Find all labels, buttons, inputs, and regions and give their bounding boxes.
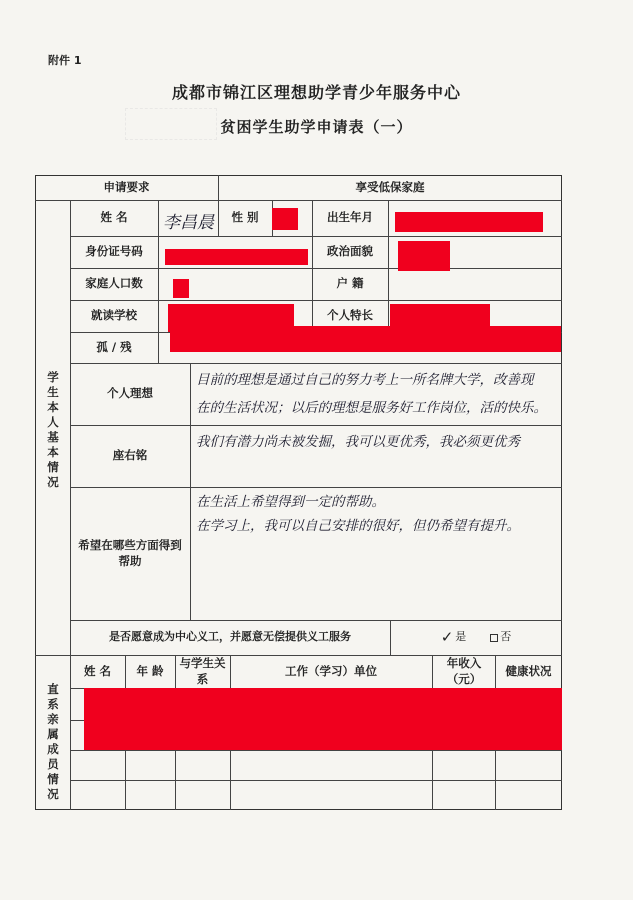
redaction-birth [395,212,543,232]
form-title: 成都市锦江区理想助学青少年服务中心 [171,83,461,102]
row-divider [70,780,562,781]
motto-label: 座右铭 [112,448,148,463]
faint-stamp-mark [125,108,217,140]
form-subtitle: 贫困学生助学申请表（一） [220,118,413,136]
ideal-text-line1: 目前的理想是通过自己的努力考上一所名牌大学，改善现 [196,372,534,388]
rel-header-health: 健康状况 [505,663,552,678]
redaction-politics [398,241,450,271]
rel-header-work: 工作（学习）单位 [285,663,377,678]
column-divider [388,200,389,332]
redaction-relatives [84,688,562,750]
column-divider [190,363,191,620]
help-label: 希望在哪些方面得到帮助 [78,537,182,568]
ideal-label: 个人理想 [107,386,153,401]
birth-label: 出生年月 [327,210,373,225]
talent-label: 个人特长 [327,308,373,323]
family-size-label: 家庭人口数 [85,276,143,291]
requirement-value: 享受低保家庭 [355,179,425,194]
column-divider [158,200,159,363]
attachment-label: 附件 1 [48,54,82,67]
name-label: 姓 名 [100,210,128,225]
school-label: 就读学校 [91,308,137,323]
rel-header-age: 年 龄 [136,663,164,678]
help-text-line1: 在生活上希望得到一定的帮助。 [196,494,385,510]
empty-checkbox-icon [490,634,498,642]
volunteer-yes: 是 [455,630,467,644]
orphan-disabled-label: 孤 / 残 [96,339,132,354]
gender-label: 性 别 [231,210,259,225]
section-relatives-title: 直系亲属成员情况 [47,682,59,801]
rel-header-name: 姓 名 [83,663,111,678]
redaction-orphan-row [170,326,561,352]
rel-header-income: 年收入（元） [446,655,482,686]
checkmark-icon: ✓ [440,628,454,647]
motto-text: 我们有潜力尚未被发掘，我可以更优秀，我必须更优秀 [196,434,520,450]
redaction-family-size [173,279,189,298]
politics-label: 政治面貌 [327,244,373,259]
id-number-label: 身份证号码 [85,244,143,259]
volunteer-no: 否 [500,630,512,644]
volunteer-choice [390,620,562,655]
rel-header-relation: 与学生关系 [179,655,226,686]
section-student-title: 学生本人基本情况 [47,370,59,489]
redaction-gender [272,208,298,230]
redaction-id-number [165,249,308,265]
name-value: 李昌晨 [163,213,214,233]
help-text-line2: 在学习上，我可以自己安排的很好，但仍希望有提升。 [196,518,520,534]
household-label: 户 籍 [336,276,364,291]
volunteer-question: 是否愿意成为中心义工，并愿意无偿提供义工服务 [109,630,351,644]
ideal-text-line2: 在的生活状况；以后的理想是服务好工作岗位，活的快乐。 [196,400,547,416]
requirement-label: 申请要求 [103,179,150,194]
row-divider [70,750,562,751]
